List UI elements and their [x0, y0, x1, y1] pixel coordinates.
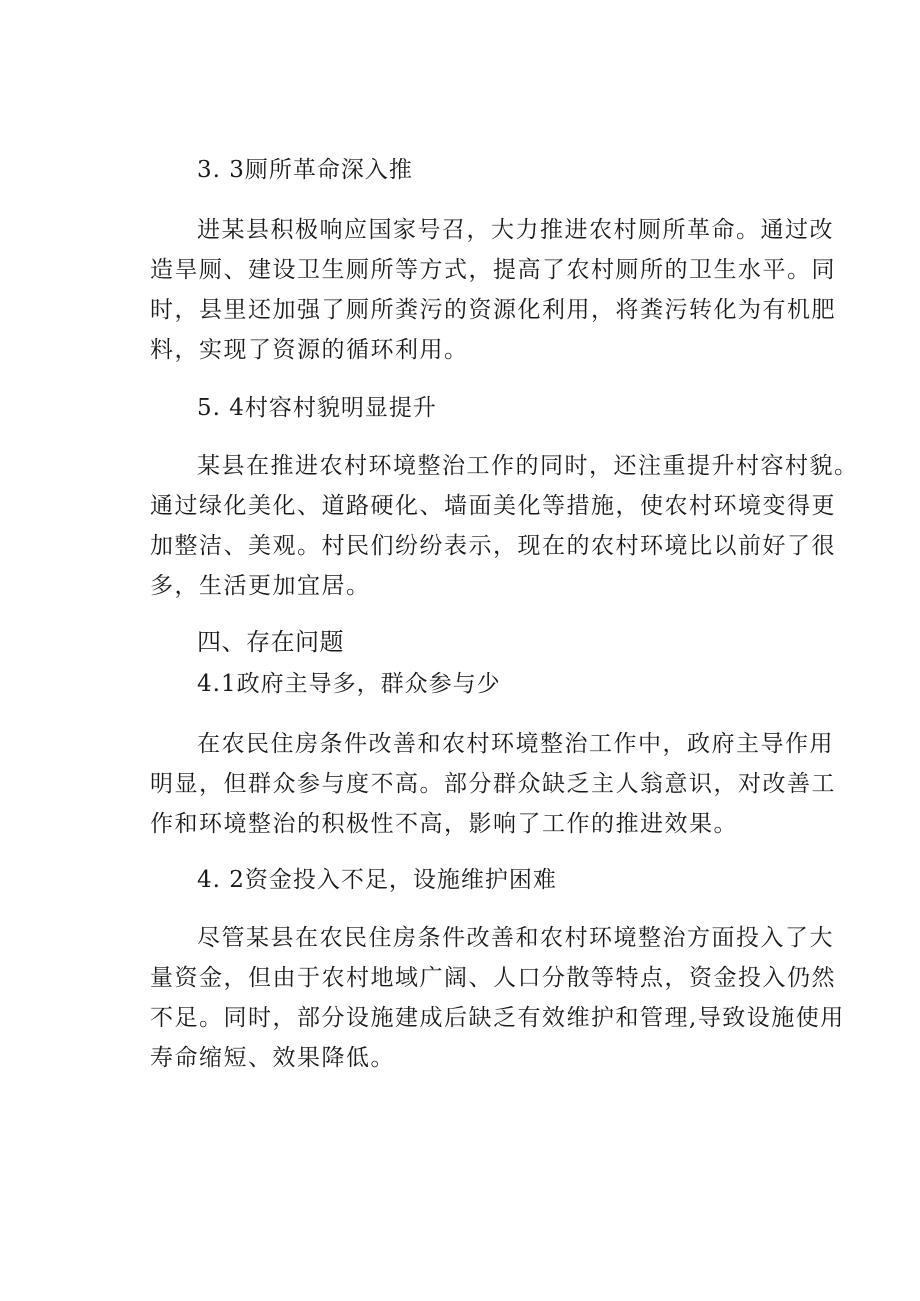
paragraph-line: 寿命缩短、效果降低。	[150, 1045, 395, 1071]
paragraph-line: 某县在推进农村环境整治工作的同时，还注重提升村容村貌。	[197, 453, 859, 479]
section-heading-5-4: 5. 4村容村貌明显提升	[197, 395, 437, 421]
paragraph-line: 作和环境整治的积极性不高，影响了工作的推进效果。	[150, 811, 738, 837]
section-heading-4-1: 4.1政府主导多，群众参与少	[197, 671, 501, 697]
paragraph-line: 造旱厕、建设卫生厕所等方式，提高了农村厕所的卫生水平。同	[150, 257, 836, 283]
paragraph-line: 料，实现了资源的循环利用。	[150, 337, 469, 363]
paragraph-line: 加整洁、美观。村民们纷纷表示，现在的农村环境比以前好了很	[150, 533, 836, 559]
paragraph-line: 进某县积极响应国家号召，大力推进农村厕所革命。通过改	[197, 217, 834, 243]
paragraph-line: 尽管某县在农民住房条件改善和农村环境整治方面投入了大	[197, 925, 834, 951]
paragraph-line: 多，生活更加宜居。	[150, 573, 371, 599]
paragraph-line: 在农民住房条件改善和农村环境整治工作中，政府主导作用	[197, 731, 834, 757]
chapter-heading: 四、存在问题	[197, 628, 344, 656]
paragraph-line: 通过绿化美化、道路硬化、墙面美化等措施，使农村环境变得更	[150, 493, 836, 519]
paragraph-line: 量资金，但由于农村地域广阔、人口分散等特点，资金投入仍然	[150, 965, 836, 991]
section-heading-4-2: 4. 2资金投入不足，设施维护困难	[197, 867, 557, 893]
paragraph-line: 不足。同时，部分设施建成后缺乏有效维护和管理,导致设施使用	[150, 1005, 845, 1031]
section-heading-3-3: 3. 3厕所革命深入推	[197, 157, 413, 183]
paragraph-line: 时，县里还加强了厕所粪污的资源化利用，将粪污转化为有机肥	[150, 297, 836, 323]
paragraph-line: 明显，但群众参与度不高。部分群众缺乏主人翁意识，对改善工	[150, 771, 836, 797]
